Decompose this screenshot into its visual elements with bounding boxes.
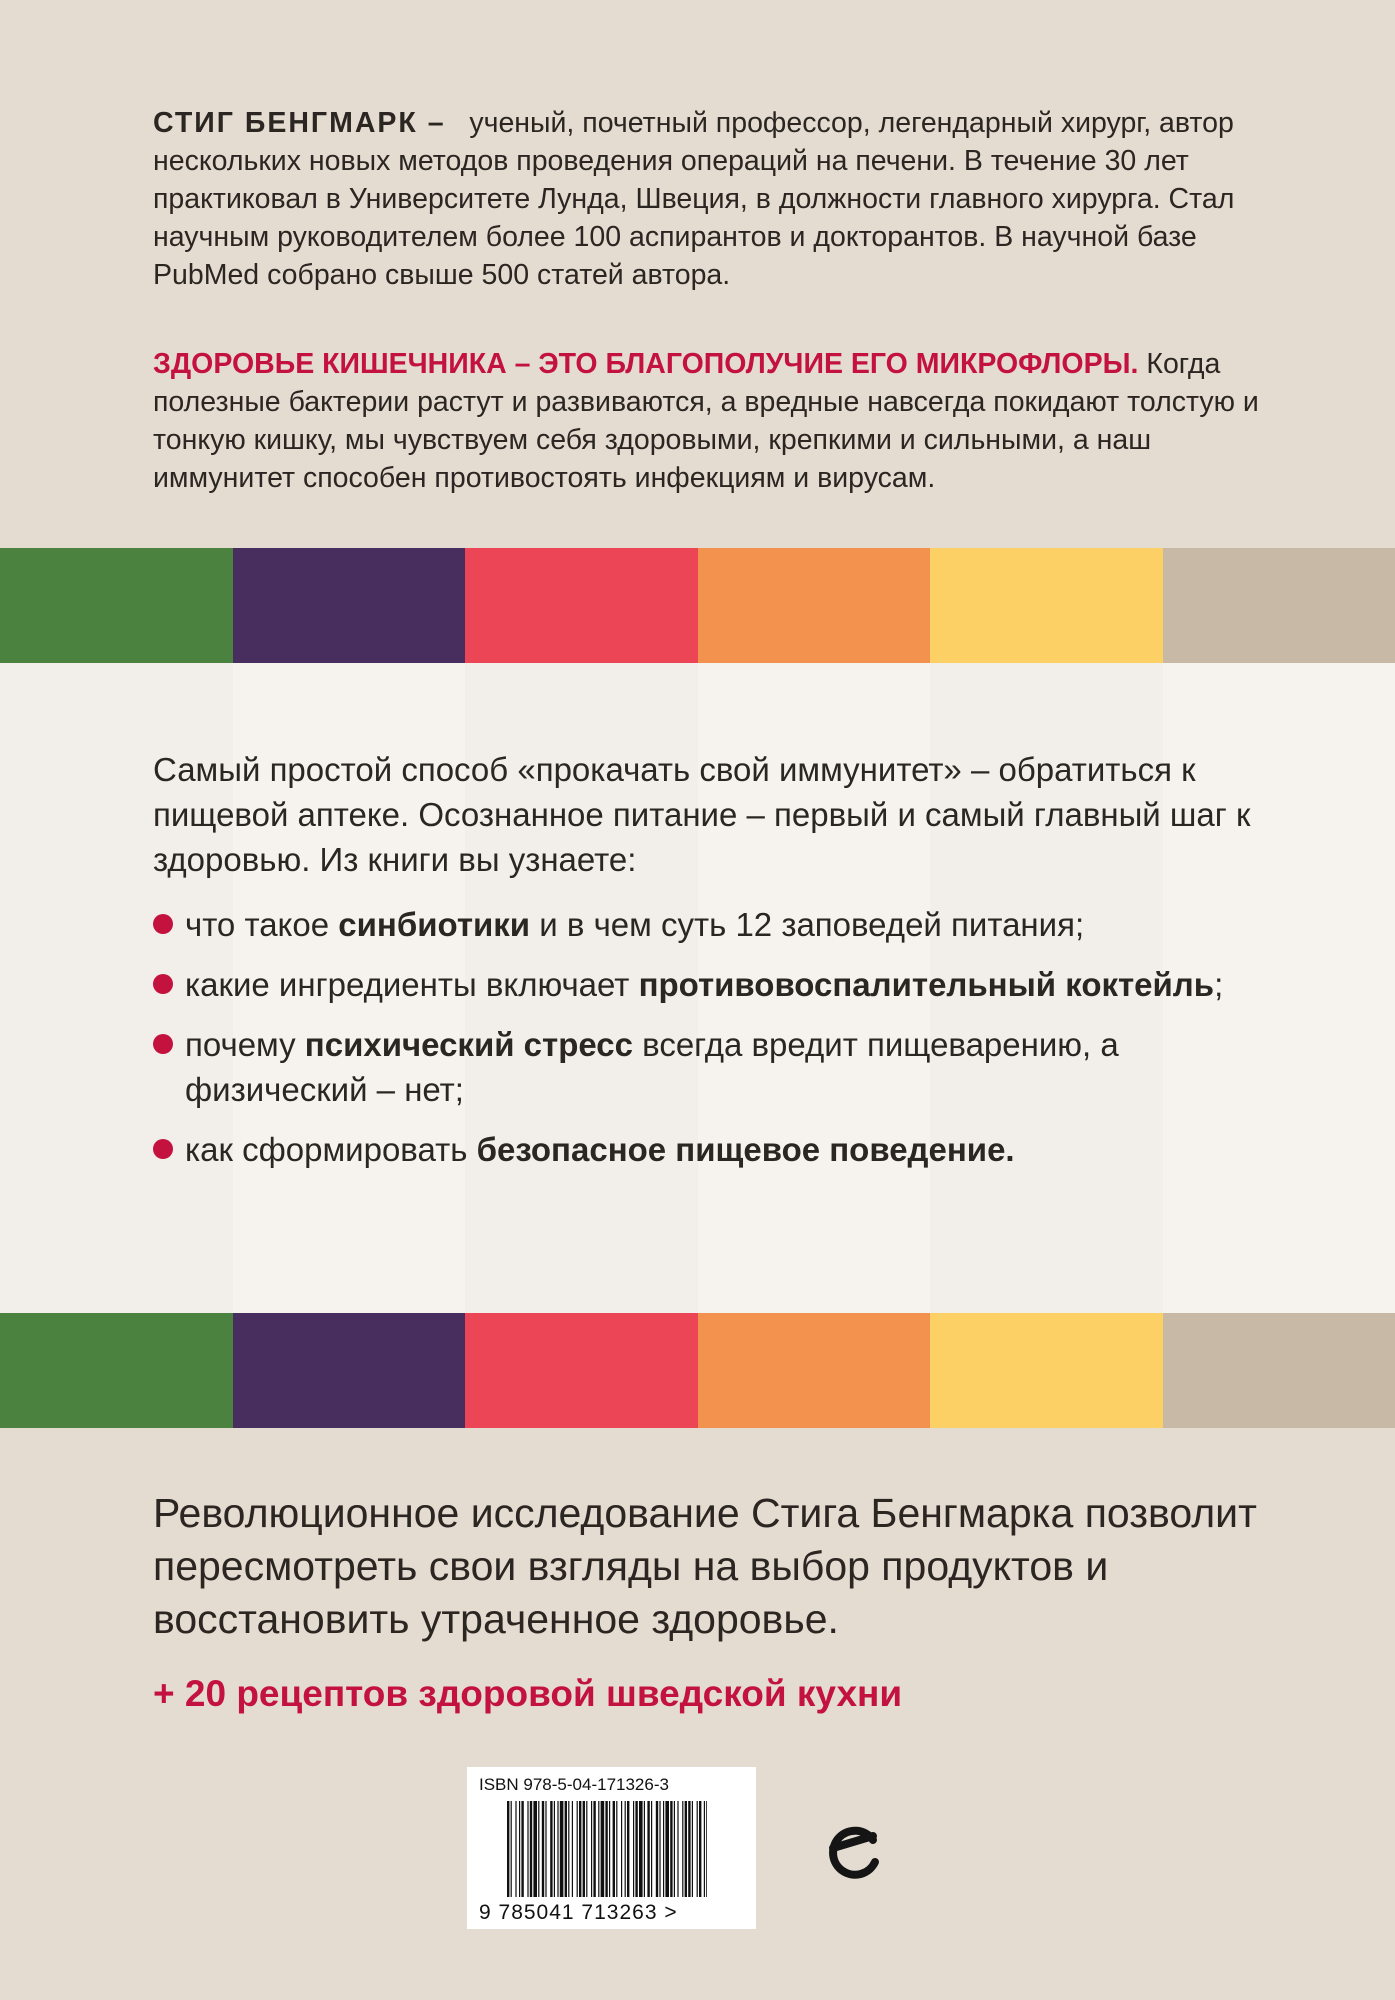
barcode-bar [605,1801,607,1897]
isbn-barcode [467,1767,756,1929]
barcode-bar [616,1801,617,1897]
stripe-segment [930,548,1163,663]
barcode-bar [542,1801,544,1897]
barcode-bar [560,1801,564,1897]
barcode-bar [613,1801,615,1897]
barcode-bar [601,1801,605,1897]
barcode-bar [692,1801,693,1897]
benefit-item: как сформировать безопасное пищевое поведение. [153,1127,1303,1172]
barcode-bar [554,1801,555,1897]
stripe-segment [1163,548,1395,663]
barcode-bar [579,1801,581,1897]
benefit-keyword: синбиотики [338,906,531,943]
barcode-bar [586,1801,587,1897]
barcode-bar [519,1801,520,1897]
barcode-bar [639,1801,643,1897]
barcode-bar [533,1801,537,1897]
barcode-bar [663,1801,664,1897]
benefit-keyword: психический стресс [304,1026,633,1063]
author-bio [153,104,1293,294]
stripe-segment [1163,1313,1395,1428]
barcode-bar [568,1801,569,1897]
barcode-bar [538,1801,539,1897]
barcode-bar [685,1801,687,1897]
stripe-segment [930,1313,1163,1428]
color-stripe-top [0,548,1395,663]
barcode-bar [593,1801,595,1897]
stripe-segment [0,1313,233,1428]
author-name: СТИГ БЕНГМАРК – [153,107,446,139]
barcode-bar [557,1801,558,1897]
barcode-bar [697,1801,698,1897]
author-bio-text: ученый, почетный профессор, легендарный хирург, автор нескольких новых методов проведения операций на печени. В течение 30 лет практиковал в Университете Лунда, Швеция, в должности главного хирурга. Стал научным руководителем более 100 аспирантов и докторантов. В научной базе PubMed собрано свыше 500 статей автора. [153,107,1235,291]
barcode-bar [545,1801,546,1897]
barcode-bar [621,1801,622,1897]
stripe-segment [233,1313,466,1428]
barcode-bar [550,1801,552,1897]
intro-headline: ЗДОРОВЬЕ КИШЕЧНИКА – ЭТО БЛАГОПОЛУЧИЕ ЕГО МИКРОФЛОРЫ. [153,348,1139,380]
barcode-bar [659,1801,660,1897]
barcode-bar [625,1801,626,1897]
barcode-bar [627,1801,629,1897]
barcode-bar [699,1801,701,1897]
barcode-bar [609,1801,610,1897]
benefits-list [153,902,1303,1187]
benefit-item: какие ингредиенты включает противовоспалительный коктейль; [153,962,1303,1007]
barcode-bar [670,1801,672,1897]
benefit-item: почему психический стресс всегда вредит пищеварению, а физический – нет; [153,1022,1303,1112]
color-stripe-bottom [0,1313,1395,1428]
barcode-bar [527,1801,528,1897]
barcode-bar [644,1801,645,1897]
barcode-bar [515,1801,516,1897]
stripe-segment [465,548,698,663]
barcode-bar [577,1801,578,1897]
barcode-bar [511,1801,512,1897]
intro-paragraph [153,345,1293,497]
intro-text: Когда полезные бактерии растут и развиваются, а вредные навсегда покидают толстую и тонкую кишку, мы чувствуем себя здоровыми, крепкими и сильными, а наш иммунитет способен противостоять инфекциям и вирусам. [153,348,1259,494]
barcode-bar [635,1801,637,1897]
recipes-callout: + 20 рецептов здоровой шведской кухни [153,1673,903,1714]
closing-text: Революционное исследование Стига Бенгмарка позволит пересмотреть свои взгляды на выбор продуктов и восстановить утраченное здоровье. [153,1490,1257,1642]
benefit-keyword: безопасное пищевое поведение. [476,1131,1015,1168]
benefit-item: что такое синбиотики и в чем суть 12 заповедей питания; [153,902,1303,947]
barcode-bar [583,1801,585,1897]
barcode-bar [706,1801,707,1897]
barcode-bar [530,1801,532,1897]
stripe-segment [698,1313,931,1428]
barcode-bar [521,1801,523,1897]
barcode-bars [507,1801,707,1897]
barcode-bar [682,1801,683,1897]
barcode-bar [688,1801,690,1897]
barcode-bar [507,1801,509,1897]
stripe-segment [698,548,931,663]
benefit-keyword: противовоспалительный коктейль [638,966,1215,1003]
barcode-bar [674,1801,675,1897]
barcode-digits: 9 785041 713263 > [479,1901,678,1924]
barcode-bar [598,1801,599,1897]
barcode-bar [633,1801,634,1897]
barcode-bar [572,1801,573,1897]
stripe-segment [233,548,466,663]
stripe-segment [0,548,233,663]
barcode-bar [704,1801,705,1897]
barcode-bar [647,1801,649,1897]
barcode-bar [591,1801,592,1897]
isbn-label: ISBN 978-5-04-171326-3 [479,1775,669,1794]
barcode-bar [651,1801,652,1897]
barcode-bar [677,1801,678,1897]
stripe-segment [465,1313,698,1428]
benefits-intro: Самый простой способ «прокачать свой иммунитет» – обратиться к пищевой аптеке. Осознанное питание – первый и самый главный шаг к здоровью. Из книги вы узнаете: [153,751,1251,878]
publisher-e-logo-icon [825,1800,881,1890]
barcode-bar [665,1801,669,1897]
barcode-bar [656,1801,658,1897]
barcode-bar [565,1801,567,1897]
